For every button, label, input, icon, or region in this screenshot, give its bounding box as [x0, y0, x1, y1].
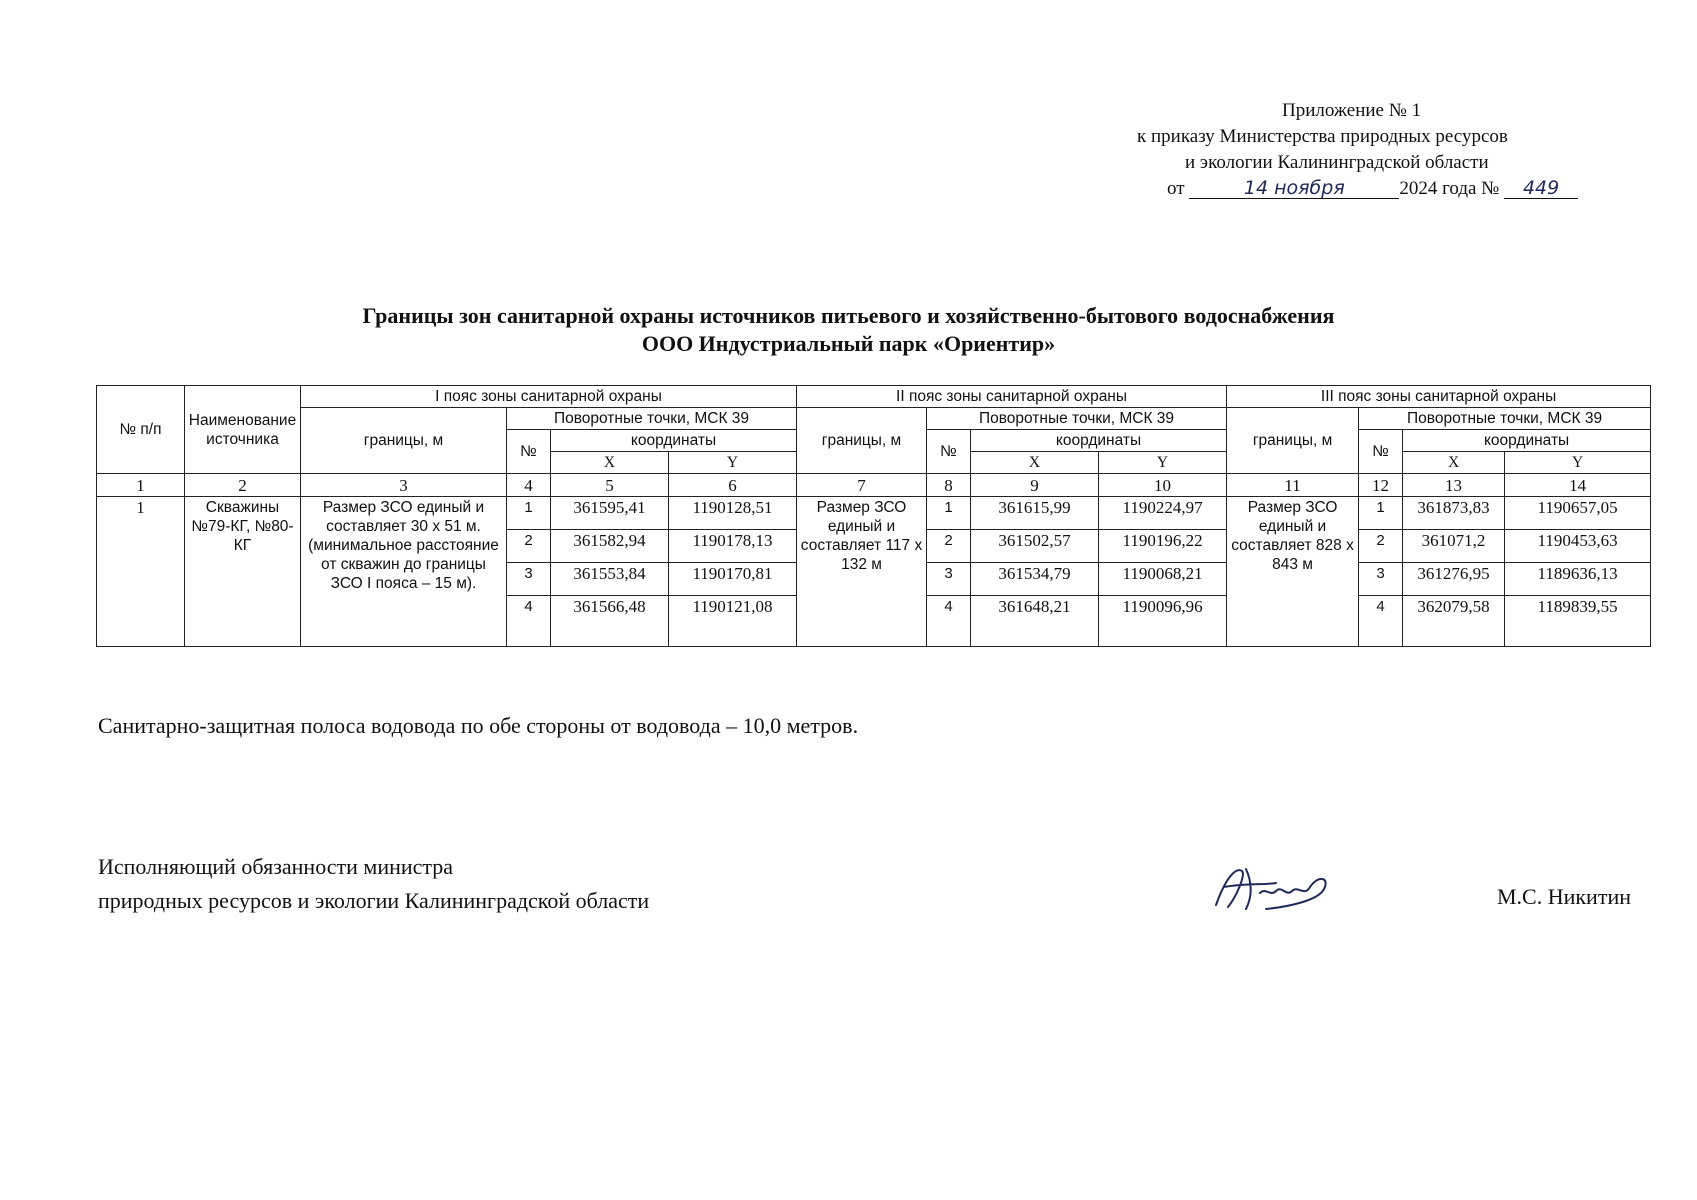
header-belt2-points: Поворотные точки, МСК 39: [927, 408, 1227, 430]
belt1-point-x: 361553,84: [551, 563, 669, 596]
belt3-point-x: 362079,58: [1403, 596, 1505, 647]
belt1-point-num: 1: [507, 497, 551, 530]
column-number: 3: [301, 474, 507, 497]
column-number: 4: [507, 474, 551, 497]
appendix-label: Приложение № 1: [1282, 100, 1422, 121]
belt1-point-y: 1190121,08: [669, 596, 797, 647]
belt3-point-num: 4: [1359, 596, 1403, 647]
belt1-point-num: 2: [507, 530, 551, 563]
handwritten-date: 14 ноября: [1189, 178, 1399, 199]
header-belt-1: I пояс зоны санитарной охраны: [301, 386, 797, 408]
signatory-name: М.С. Никитин: [1496, 884, 1631, 909]
belt2-point-y: 1190068,21: [1099, 563, 1227, 596]
belt2-point-y: 1190096,96: [1099, 596, 1227, 647]
belt3-point-y: 1190657,05: [1505, 497, 1651, 530]
belt2-point-num: 3: [927, 563, 971, 596]
belt1-point-y: 1190178,13: [669, 530, 797, 563]
header-belt1-coords: координаты: [551, 430, 797, 452]
zso-table: [96, 385, 1651, 647]
column-number: 14: [1505, 474, 1651, 497]
belt2-point-num: 1: [927, 497, 971, 530]
header-belt2-bounds: границы, м: [797, 408, 927, 474]
header-belt1-num: №: [507, 430, 551, 474]
column-number: 8: [927, 474, 971, 497]
column-number: 12: [1359, 474, 1403, 497]
belt1-point-x: 361566,48: [551, 596, 669, 647]
belt1-point-num: 4: [507, 596, 551, 647]
header-belt2-num: №: [927, 430, 971, 474]
belt2-point-x: 361615,99: [971, 497, 1099, 530]
belt3-point-y: 1189636,13: [1505, 563, 1651, 596]
title-line-1: Границы зон санитарной охраны источников питьевого и хозяйственно-бытового водоснабжения: [362, 303, 1335, 328]
title-line-2: ООО Индустриальный парк «Ориентир»: [641, 331, 1056, 356]
belt3-point-num: 2: [1359, 530, 1403, 563]
header-belt2-y: Y: [1099, 452, 1227, 474]
column-number: 5: [551, 474, 669, 497]
belt2-point-num: 4: [927, 596, 971, 647]
belt1-point-y: 1190170,81: [669, 563, 797, 596]
belt3-bounds: Размер ЗСО единый и составляет 828 х 843 м: [1227, 497, 1359, 647]
header-belt-2: II пояс зоны санитарной охраны: [797, 386, 1227, 408]
signatory-line-2: природных ресурсов и экологии Калининградской области: [98, 888, 650, 913]
belt3-point-num: 1: [1359, 497, 1403, 530]
table-row: [97, 497, 1651, 530]
order-ref-line-2: и экологии Калининградской области: [1185, 152, 1489, 173]
column-number: 11: [1227, 474, 1359, 497]
column-number: 7: [797, 474, 927, 497]
order-date-line: [1167, 176, 1578, 202]
header-belt3-y: Y: [1505, 452, 1651, 474]
source-name: Скважины №79-КГ, №80-КГ: [185, 497, 301, 647]
belt2-bounds: Размер ЗСО единый и составляет 117 х 132 м: [797, 497, 927, 647]
belt3-point-y: 1190453,63: [1505, 530, 1651, 563]
belt3-point-y: 1189839,55: [1505, 596, 1651, 647]
belt2-point-x: 361648,21: [971, 596, 1099, 647]
belt1-point-num: 3: [507, 563, 551, 596]
header-belt1-points: Поворотные точки, МСК 39: [507, 408, 797, 430]
column-number: 9: [971, 474, 1099, 497]
header-belt2-x: Х: [971, 452, 1099, 474]
column-number: 1: [97, 474, 185, 497]
column-number: 2: [185, 474, 301, 497]
column-number: 10: [1099, 474, 1227, 497]
belt2-point-x: 361534,79: [971, 563, 1099, 596]
belt2-point-num: 2: [927, 530, 971, 563]
header-no: № п/п: [97, 386, 185, 474]
belt2-point-x: 361502,57: [971, 530, 1099, 563]
header-belt3-points: Поворотные точки, МСК 39: [1359, 408, 1651, 430]
header-belt3-bounds: границы, м: [1227, 408, 1359, 474]
belt1-bounds: Размер ЗСО единый и составляет 30 х 51 м.(минимальное расстояние от скважин до границы ЗСО I пояса – 15 м).: [301, 497, 507, 647]
handwritten-signature: [1206, 857, 1336, 917]
handwritten-order-number: 449: [1504, 178, 1578, 199]
belt3-point-x: 361873,83: [1403, 497, 1505, 530]
belt1-point-y: 1190128,51: [669, 497, 797, 530]
belt1-point-x: 361595,41: [551, 497, 669, 530]
date-prefix: от: [1167, 178, 1185, 199]
header-belt1-x: Х: [551, 452, 669, 474]
belt3-point-x: 361071,2: [1403, 530, 1505, 563]
signatory-title: [98, 850, 649, 918]
belt3-point-x: 361276,95: [1403, 563, 1505, 596]
signatory-line-1: Исполняющий обязанности министра: [98, 854, 454, 879]
belt3-point-num: 3: [1359, 563, 1403, 596]
header-belt1-bounds: границы, м: [301, 408, 507, 474]
header-belt1-y: Y: [669, 452, 797, 474]
header-belt3-num: №: [1359, 430, 1403, 474]
belt2-point-y: 1190196,22: [1099, 530, 1227, 563]
document-title: [0, 302, 1697, 358]
row-number: 1: [97, 497, 185, 647]
sanitary-strip-note: Санитарно-защитная полоса водовода по обе стороны от водовода – 10,0 метров.: [98, 713, 859, 738]
belt2-point-y: 1190224,97: [1099, 497, 1227, 530]
column-number: 13: [1403, 474, 1505, 497]
column-number: 6: [669, 474, 797, 497]
header-belt2-coords: координаты: [971, 430, 1227, 452]
column-number-row: [97, 474, 1651, 497]
header-belt3-coords: координаты: [1403, 430, 1651, 452]
year-text: 2024 года №: [1399, 178, 1500, 199]
order-ref-line: к приказу Министерства природных ресурсов: [1137, 126, 1508, 147]
belt1-point-x: 361582,94: [551, 530, 669, 563]
header-belt-3: III пояс зоны санитарной охраны: [1227, 386, 1651, 408]
header-belt3-x: Х: [1403, 452, 1505, 474]
header-source-name: Наименование источника: [185, 386, 301, 474]
